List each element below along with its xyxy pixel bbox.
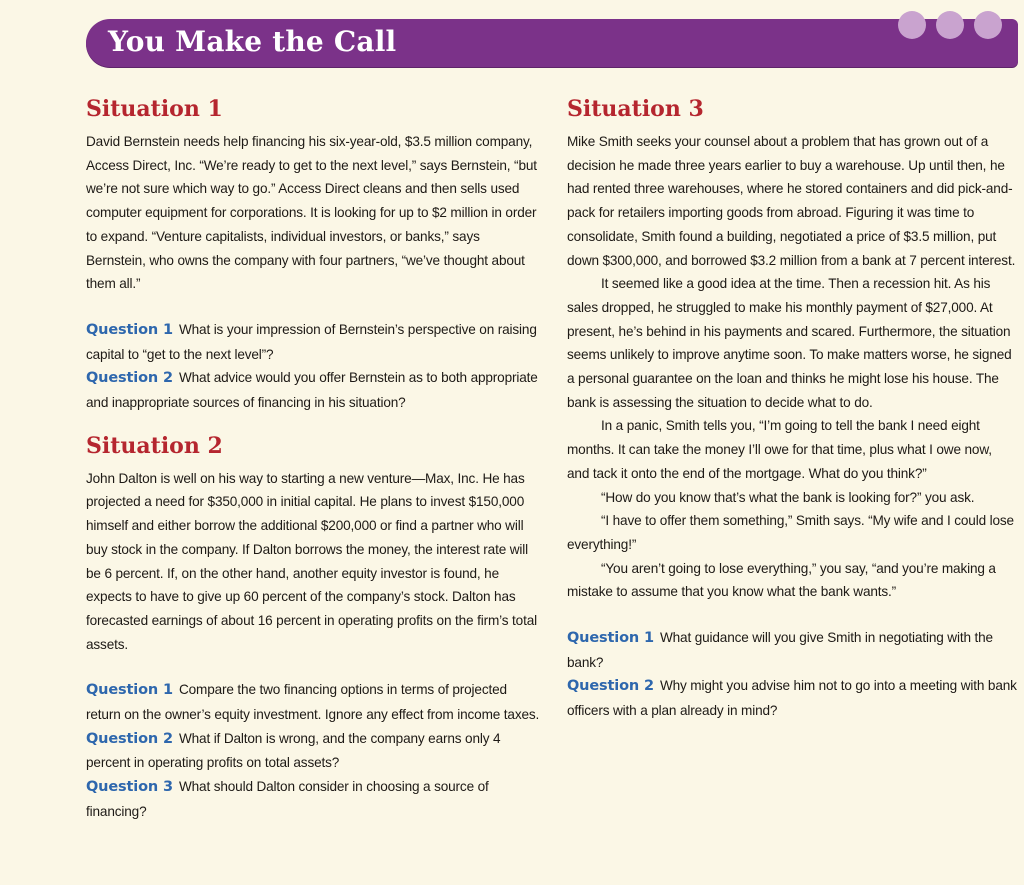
question-label: Question 2: [567, 678, 654, 695]
dot-icon: [936, 11, 964, 39]
situation-paragraph: John Dalton is well on his way to starting a new venture—Max, Inc. He has projected a need for $350,000 in initial capital. He plans to invest $150,000 himself and either borrow the additional $200,000 or find a partner who will buy stock in the company. If Dalton borrows the money, the interest rate will be 6 percent. If, on the other hand, another equity investor is found, he expects to have to give up 60 percent of the company’s stock. Dalton has forecasted earnings of about 16 percent in operating profits on the firm’s total assets.: [86, 470, 537, 652]
situation-paragraph: David Bernstein needs help financing his six-year-old, $3.5 million company, Access Direct, Inc. “We’re ready to get to the next level,” says Bernstein, “but we’re not sure which way to go.” Access Direct cleans and then sells used computer equipment for corporations. It is looking for up to $2 million in order to expand. “Venture capitalists, individual investors, or banks,” says Bernstein, who owns the company with four partners, “we’ve thought about them all.”: [86, 134, 537, 292]
situation-paragraph: “How do you know that’s what the bank is looking for?” you ask.: [601, 489, 975, 505]
question-label: Question 1: [86, 682, 173, 699]
question-label: Question 3: [86, 779, 173, 796]
dot-icon: [898, 11, 926, 39]
page-title: You Make the Call: [108, 25, 397, 58]
question-text: Why might you advise him not to go into a meeting with bank officers with a plan already in mind?: [567, 678, 1017, 719]
situation-heading: Situation 1: [86, 96, 223, 122]
question: [567, 674, 1017, 722]
question-label: Question 1: [567, 630, 654, 647]
situation-paragraph: “You aren’t going to lose everything,” you say, “and you’re making a mistake to assume that you know what the bank wants.”: [567, 560, 996, 600]
question: [567, 626, 1017, 674]
question: [86, 318, 542, 366]
situation-paragraph: It seemed like a good idea at the time. Then a recession hit. As his sales dropped, he struggled to make his monthly payment of $27,000. At present, he’s behind in his payments and scared. Furthermore, the situation seems unlikely to improve anytime soon. To make matters worse, he signed a personal guarantee on the loan and thinks he might lose his house. The bank is assessing the situation to decide what to do.: [567, 276, 1012, 410]
dot-icon: [974, 11, 1002, 39]
question-text: What is your impression of Bernstein’s perspective on raising capital to “get to the next level”?: [86, 321, 537, 362]
right-column: [567, 92, 1017, 723]
situation-paragraph: Mike Smith seeks your counsel about a problem that has grown out of a decision he made three years earlier to buy a warehouse. Up until then, he had rented three warehouses, where he stored containers and did pick-and-pack for retailers importing goods from abroad. Figuring it was time to consolidate, Smith found a building, negotiated a price of $3.5 million, put down $300,000, and borrowed $3.2 million from a bank at 7 percent interest.: [567, 134, 1016, 268]
header-banner: [86, 19, 1018, 67]
situation-heading: Situation 2: [86, 432, 223, 459]
situation-paragraph: “I have to offer them something,” Smith says. “My wife and I could lose everything!”: [567, 513, 1014, 552]
question-text: What if Dalton is wrong, and the company earns only 4 percent in operating profits on total assets?: [86, 730, 501, 771]
question-text: Compare the two financing options in terms of projected return on the owner’s equity investment. Ignore any effect from income taxes.: [86, 682, 540, 723]
situation-heading: Situation 3: [567, 96, 704, 122]
question-text: What should Dalton consider in choosing a source of financing?: [86, 779, 489, 819]
question-label: Question 2: [86, 730, 173, 747]
decorative-dots: [888, 19, 1002, 53]
question: [86, 678, 542, 726]
situation-2: [86, 431, 542, 824]
left-column: [86, 92, 542, 824]
situation-paragraph: In a panic, Smith tells you, “I’m going to tell the bank I need eight months. It can take the money I’ll owe for that time, plus what I owe now, and tack it onto the end of the mortgage. What do you think?”: [567, 418, 992, 481]
question-text: What advice would you offer Bernstein as to both appropriate and inappropriate sources of financing in his situation?: [86, 370, 538, 411]
question: [86, 775, 542, 823]
question-text: What guidance will you give Smith in negotiating with the bank?: [567, 630, 993, 670]
situation-1: [86, 94, 542, 415]
question: [86, 727, 542, 775]
situation-3: [567, 94, 1017, 723]
question-label: Question 1: [86, 321, 173, 338]
question-label: Question 2: [86, 370, 173, 387]
question: [86, 366, 542, 414]
